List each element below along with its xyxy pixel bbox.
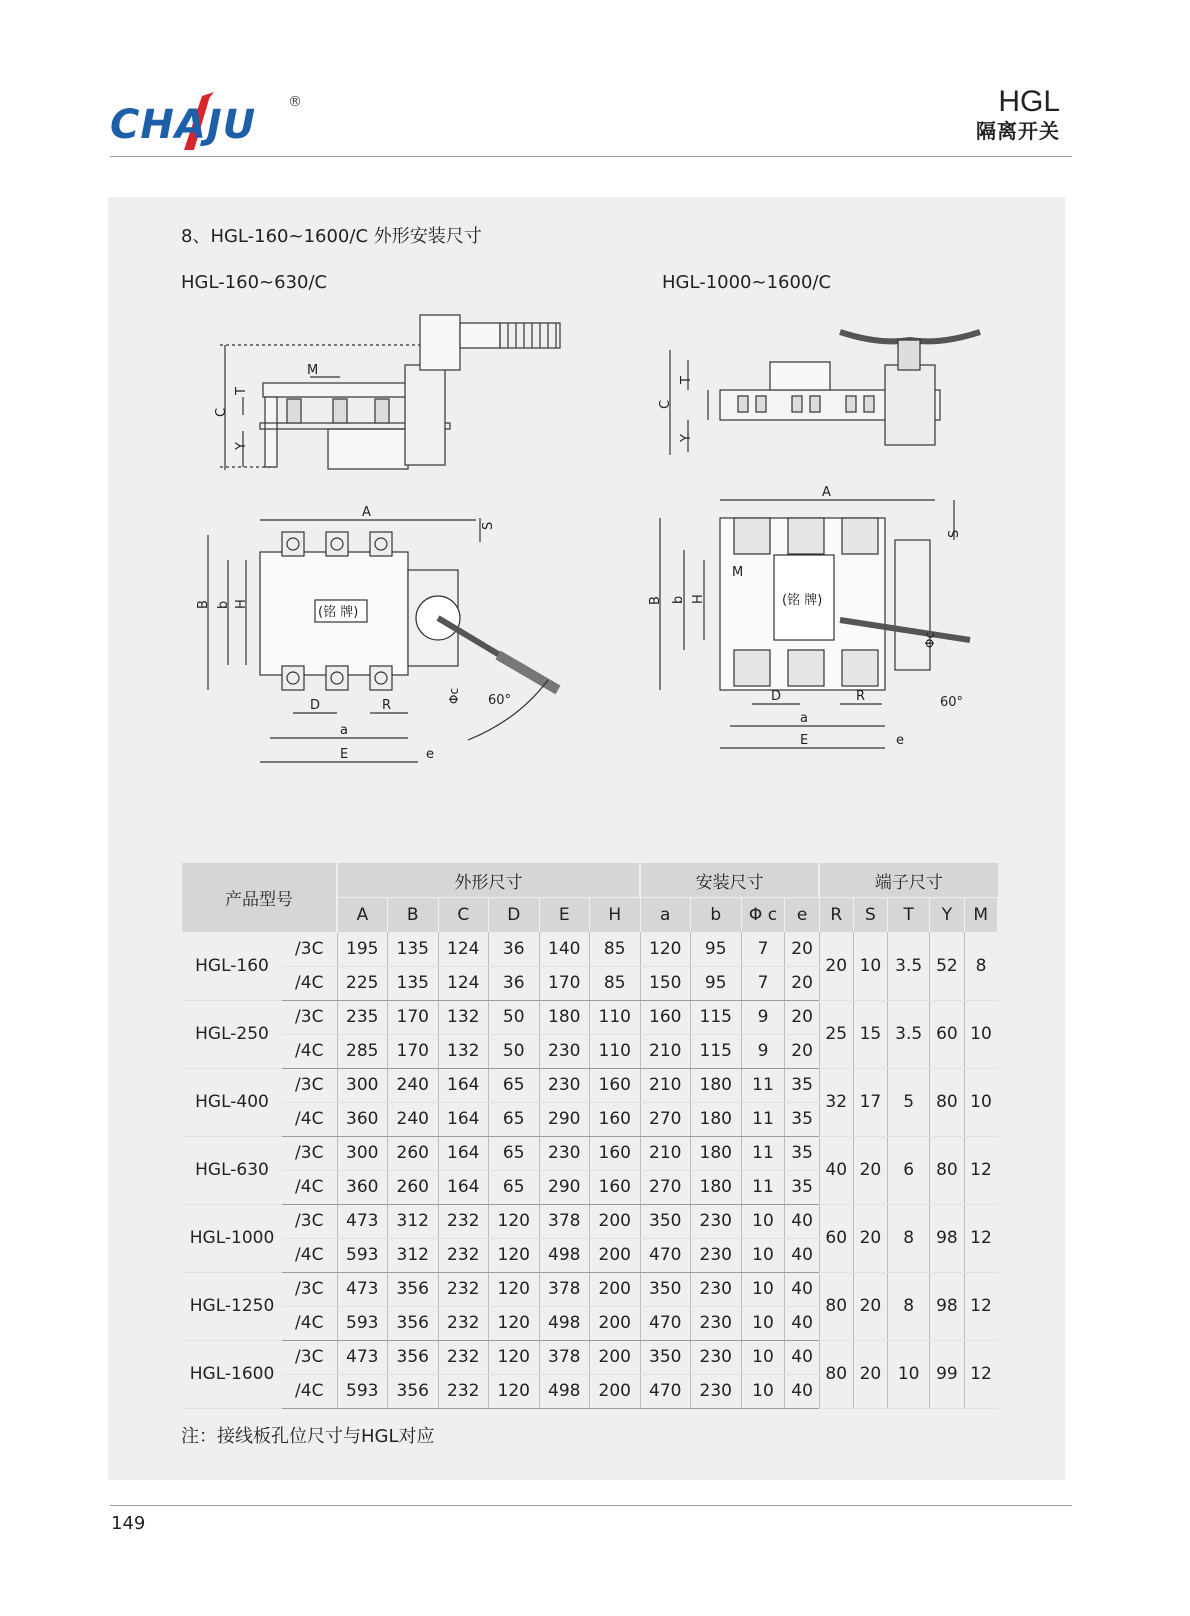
value-cell: 360 [337,1102,388,1136]
model-cell: HGL-160 [182,932,282,1000]
value-cell: 285 [337,1034,388,1068]
value-cell: 40 [785,1204,819,1238]
dim-M-label: M [307,363,319,378]
value-cell: 260 [388,1136,439,1170]
svg-text:b: b [216,600,231,609]
value-cell: 232 [438,1306,489,1340]
value-cell: 200 [590,1238,641,1272]
model-cell: HGL-1000 [182,1204,282,1272]
terminal-cell: 10 [964,1000,998,1068]
terminal-cell: 12 [964,1204,998,1272]
svg-text:E: E [340,747,349,762]
value-cell: 470 [640,1306,691,1340]
terminal-cell: 20 [819,932,853,1000]
col-header: A [337,898,388,933]
terminal-cell: 20 [853,1204,887,1272]
svg-text:b: b [671,595,686,604]
value-cell: 40 [785,1340,819,1374]
value-cell: 9 [741,1000,785,1034]
pole-cell: /3C [282,1204,337,1238]
value-cell: 20 [785,932,819,966]
terminal-cell: 40 [819,1136,853,1204]
pole-cell: /4C [282,1102,337,1136]
terminal-cell: 20 [853,1272,887,1340]
value-cell: 356 [388,1272,439,1306]
col-header: Φ c [741,898,785,933]
terminal-cell: 12 [964,1340,998,1408]
value-cell: 210 [640,1034,691,1068]
pole-cell: /3C [282,1068,337,1102]
svg-text:T: T [679,376,694,384]
model-cell: HGL-1250 [182,1272,282,1340]
value-cell: 110 [590,1000,641,1034]
pole-cell: /4C [282,1238,337,1272]
terminal-cell: 8 [964,932,998,1000]
pole-cell: /3C [282,1340,337,1374]
svg-text:B: B [648,596,663,605]
value-cell: 378 [539,1272,590,1306]
svg-text:Φc: Φc [447,687,461,704]
pole-cell: /3C [282,932,337,966]
value-cell: 135 [388,966,439,1000]
value-cell: 270 [640,1170,691,1204]
value-cell: 240 [388,1102,439,1136]
value-cell: 180 [691,1170,742,1204]
terminal-cell: 20 [853,1340,887,1408]
value-cell: 160 [590,1170,641,1204]
svg-text:S: S [481,521,496,530]
value-cell: 593 [337,1238,388,1272]
terminal-cell: 10 [964,1068,998,1136]
value-cell: 132 [438,1000,489,1034]
value-cell: 260 [388,1170,439,1204]
value-cell: 160 [590,1068,641,1102]
pole-cell: /4C [282,966,337,1000]
registered-mark: ® [288,94,302,110]
svg-text:M: M [732,565,744,580]
value-cell: 200 [590,1340,641,1374]
terminal-cell: 60 [819,1204,853,1272]
header-subtitle: 隔离开关 [976,119,1060,143]
value-cell: 593 [337,1374,388,1408]
page-number: 149 [111,1513,146,1534]
left-nameplate-label: (铭 牌) [318,605,359,620]
value-cell: 232 [438,1272,489,1306]
value-cell: 230 [691,1306,742,1340]
value-cell: 35 [785,1068,819,1102]
value-cell: 164 [438,1068,489,1102]
value-cell: 180 [691,1102,742,1136]
model-cell: HGL-1600 [182,1340,282,1408]
value-cell: 356 [388,1306,439,1340]
value-cell: 7 [741,932,785,966]
value-cell: 350 [640,1340,691,1374]
col-header-model: 产品型号 [182,863,337,932]
value-cell: 300 [337,1136,388,1170]
svg-text:a: a [800,711,808,726]
value-cell: 35 [785,1136,819,1170]
terminal-cell: 12 [964,1136,998,1204]
value-cell: 20 [785,966,819,1000]
header-title-block [976,86,1060,144]
value-cell: 473 [337,1272,388,1306]
value-cell: 35 [785,1170,819,1204]
value-cell: 356 [388,1340,439,1374]
col-header: a [640,898,691,933]
value-cell: 312 [388,1204,439,1238]
terminal-cell: 3.5 [888,1000,930,1068]
terminal-cell: 98 [930,1204,964,1272]
value-cell: 164 [438,1170,489,1204]
svg-text:C: C [214,407,229,417]
left-side-view-drawing [215,315,575,494]
right-nameplate-label: (铭 牌) [782,593,823,608]
value-cell: 232 [438,1204,489,1238]
col-group-mount: 安装尺寸 [640,863,819,898]
value-cell: 200 [590,1374,641,1408]
terminal-cell: 52 [930,932,964,1000]
header-model: HGL [998,85,1060,118]
terminal-cell: 80 [819,1272,853,1340]
model-cell: HGL-400 [182,1068,282,1136]
value-cell: 498 [539,1374,590,1408]
table-row [182,932,998,966]
value-cell: 40 [785,1238,819,1272]
terminal-cell: 5 [888,1068,930,1136]
col-header: M [964,898,998,933]
value-cell: 230 [691,1340,742,1374]
value-cell: 115 [691,1034,742,1068]
value-cell: 593 [337,1306,388,1340]
svg-text:Y: Y [679,434,694,442]
svg-text:T: T [234,387,249,395]
terminal-cell: 20 [853,1136,887,1204]
value-cell: 164 [438,1136,489,1170]
value-cell: 10 [741,1374,785,1408]
terminal-cell: 25 [819,1000,853,1068]
value-cell: 200 [590,1272,641,1306]
table-row [182,1068,998,1102]
svg-text:S: S [947,529,962,538]
value-cell: 40 [785,1374,819,1408]
col-header: D [489,898,540,933]
pole-cell: /4C [282,1374,337,1408]
right-top-view-drawing [650,480,990,774]
value-cell: 180 [691,1136,742,1170]
right-side-view-drawing [660,320,1000,469]
pole-cell: /4C [282,1170,337,1204]
value-cell: 180 [691,1068,742,1102]
value-cell: 170 [539,966,590,1000]
value-cell: 350 [640,1204,691,1238]
terminal-cell: 17 [853,1068,887,1136]
terminal-cell: 80 [930,1068,964,1136]
value-cell: 498 [539,1306,590,1340]
value-cell: 9 [741,1034,785,1068]
value-cell: 10 [741,1272,785,1306]
value-cell: 200 [590,1204,641,1238]
value-cell: 312 [388,1238,439,1272]
svg-text:H: H [234,599,249,609]
value-cell: 20 [785,1000,819,1034]
terminal-cell: 60 [930,1000,964,1068]
svg-text:H: H [691,594,706,604]
svg-text:D: D [771,689,782,704]
col-header: e [785,898,819,933]
pole-cell: /3C [282,1000,337,1034]
table-row [182,1340,998,1374]
value-cell: 230 [539,1068,590,1102]
value-cell: 35 [785,1102,819,1136]
model-cell: HGL-250 [182,1000,282,1068]
value-cell: 85 [590,966,641,1000]
value-cell: 40 [785,1272,819,1306]
value-cell: 120 [489,1340,540,1374]
terminal-cell: 98 [930,1272,964,1340]
value-cell: 50 [489,1034,540,1068]
terminal-cell: 80 [930,1136,964,1204]
value-cell: 150 [640,966,691,1000]
value-cell: 65 [489,1068,540,1102]
value-cell: 120 [489,1374,540,1408]
svg-text:e: e [426,747,434,762]
terminal-cell: 99 [930,1340,964,1408]
value-cell: 65 [489,1102,540,1136]
terminal-cell: 6 [888,1136,930,1204]
svg-text:60°: 60° [940,695,964,710]
value-cell: 230 [539,1034,590,1068]
col-header: R [819,898,853,933]
svg-text:A: A [362,505,371,520]
value-cell: 350 [640,1272,691,1306]
table-row [182,1204,998,1238]
value-cell: 50 [489,1000,540,1034]
terminal-cell: 8 [888,1272,930,1340]
value-cell: 470 [640,1374,691,1408]
svg-text:E: E [800,733,809,748]
col-header: H [590,898,641,933]
left-top-view-drawing [198,500,578,774]
value-cell: 65 [489,1136,540,1170]
left-angle-label: 60° [488,693,512,708]
table-row [182,1000,998,1034]
value-cell: 40 [785,1306,819,1340]
value-cell: 11 [741,1170,785,1204]
value-cell: 230 [691,1238,742,1272]
value-cell: 11 [741,1136,785,1170]
value-cell: 180 [539,1000,590,1034]
col-header: E [539,898,590,933]
section-title: 8、HGL-160~1600/C 外形安装尺寸 [181,226,482,247]
value-cell: 120 [489,1204,540,1238]
terminal-cell: 12 [964,1272,998,1340]
value-cell: 230 [691,1204,742,1238]
value-cell: 120 [640,932,691,966]
value-cell: 10 [741,1306,785,1340]
terminal-cell: 32 [819,1068,853,1136]
col-group-terminal: 端子尺寸 [819,863,997,898]
value-cell: 95 [691,966,742,1000]
col-header: Y [930,898,964,933]
col-header: T [888,898,930,933]
value-cell: 110 [590,1034,641,1068]
svg-text:R: R [856,689,866,704]
table-body [182,932,998,1408]
value-cell: 210 [640,1136,691,1170]
svg-text:A: A [822,485,831,500]
value-cell: 360 [337,1170,388,1204]
left-drawing-title: HGL-160~630/C [181,272,328,293]
value-cell: 120 [489,1306,540,1340]
svg-text:a: a [340,723,348,738]
value-cell: 200 [590,1306,641,1340]
table-note: 注：接线板孔位尺寸与HGL对应 [181,1426,435,1447]
value-cell: 235 [337,1000,388,1034]
dimension-table [182,863,998,1409]
table-row [182,1272,998,1306]
model-cell: HGL-630 [182,1136,282,1204]
svg-text:e: e [896,733,904,748]
value-cell: 65 [489,1170,540,1204]
terminal-cell: 10 [888,1340,930,1408]
value-cell: 160 [590,1136,641,1170]
value-cell: 124 [438,966,489,1000]
value-cell: 240 [388,1068,439,1102]
value-cell: 20 [785,1034,819,1068]
pole-cell: /3C [282,1272,337,1306]
value-cell: 170 [388,1000,439,1034]
value-cell: 140 [539,932,590,966]
value-cell: 230 [539,1136,590,1170]
terminal-cell: 8 [888,1204,930,1272]
value-cell: 300 [337,1068,388,1102]
svg-text:Φc: Φc [923,631,937,648]
value-cell: 10 [741,1340,785,1374]
value-cell: 232 [438,1238,489,1272]
svg-text:R: R [382,698,392,713]
col-header: B [388,898,439,933]
value-cell: 135 [388,932,439,966]
value-cell: 290 [539,1102,590,1136]
col-header: C [438,898,489,933]
value-cell: 95 [691,932,742,966]
terminal-cell: 15 [853,1000,887,1068]
value-cell: 120 [489,1272,540,1306]
value-cell: 195 [337,932,388,966]
value-cell: 132 [438,1034,489,1068]
col-header: b [691,898,742,933]
value-cell: 7 [741,966,785,1000]
value-cell: 230 [691,1272,742,1306]
terminal-cell: 10 [853,932,887,1000]
value-cell: 11 [741,1068,785,1102]
table-row [182,1136,998,1170]
value-cell: 232 [438,1340,489,1374]
svg-text:Y: Y [234,442,249,450]
value-cell: 36 [489,966,540,1000]
value-cell: 230 [691,1374,742,1408]
value-cell: 36 [489,932,540,966]
value-cell: 164 [438,1102,489,1136]
pole-cell: /3C [282,1136,337,1170]
value-cell: 473 [337,1340,388,1374]
value-cell: 290 [539,1170,590,1204]
logo-text: CHAJU [110,102,257,148]
value-cell: 498 [539,1238,590,1272]
svg-text:C: C [658,399,673,409]
value-cell: 10 [741,1204,785,1238]
svg-text:B: B [196,600,211,609]
col-header: S [853,898,887,933]
terminal-cell: 3.5 [888,932,930,1000]
value-cell: 170 [388,1034,439,1068]
pole-cell: /4C [282,1034,337,1068]
col-group-outline: 外形尺寸 [337,863,640,898]
value-cell: 473 [337,1204,388,1238]
value-cell: 10 [741,1238,785,1272]
value-cell: 115 [691,1000,742,1034]
value-cell: 160 [640,1000,691,1034]
value-cell: 470 [640,1238,691,1272]
value-cell: 11 [741,1102,785,1136]
terminal-cell: 80 [819,1340,853,1408]
value-cell: 124 [438,932,489,966]
value-cell: 356 [388,1374,439,1408]
value-cell: 378 [539,1204,590,1238]
value-cell: 210 [640,1068,691,1102]
value-cell: 232 [438,1374,489,1408]
value-cell: 378 [539,1340,590,1374]
value-cell: 225 [337,966,388,1000]
value-cell: 270 [640,1102,691,1136]
footer-divider [110,1505,1072,1506]
right-drawing-title: HGL-1000~1600/C [662,272,832,293]
header-divider [110,156,1072,157]
value-cell: 85 [590,932,641,966]
pole-cell: /4C [282,1306,337,1340]
value-cell: 120 [489,1238,540,1272]
svg-text:D: D [310,698,321,713]
value-cell: 160 [590,1102,641,1136]
